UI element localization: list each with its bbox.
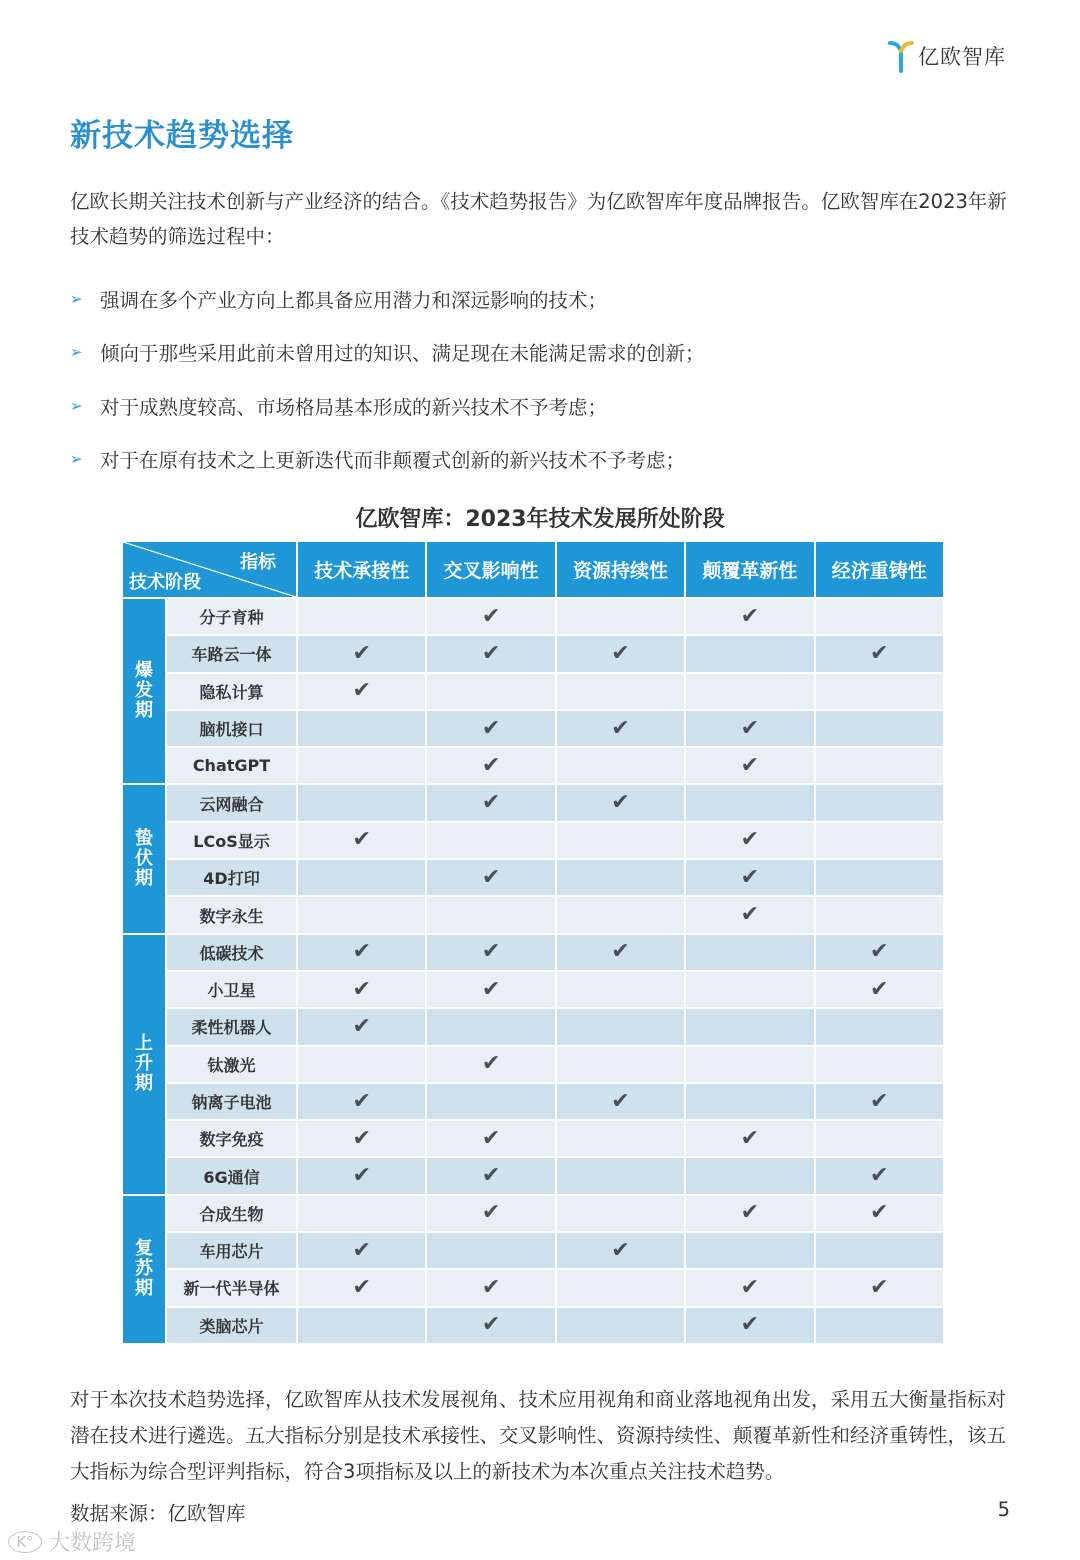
criteria-cell — [426, 747, 555, 784]
criteria-cell — [815, 1083, 944, 1120]
arrow-bullet-icon: ➢ — [70, 343, 83, 362]
criteria-cell — [685, 1083, 814, 1120]
checkmark-icon: ✔ — [352, 678, 371, 704]
technology-name: 钠离子电池 — [166, 1083, 297, 1120]
table-row — [122, 598, 944, 635]
technology-name: 隐私计算 — [166, 673, 297, 710]
criteria-cell — [685, 1195, 814, 1232]
criteria-cell — [426, 1195, 555, 1232]
checkmark-icon: ✔ — [481, 864, 501, 890]
list-item-text: 对于成熟度较高、市场格局基本形成的新兴技术不予考虑； — [100, 395, 608, 419]
stage-label-text: 上升期 — [135, 1033, 153, 1095]
checkmark-icon: ✔ — [740, 715, 760, 741]
page-number: 5 — [997, 1498, 1010, 1521]
checkmark-icon: ✔ — [352, 827, 371, 853]
checkmark-icon: ✔ — [481, 1163, 501, 1189]
criteria-cell — [685, 822, 814, 859]
column-header: 经济重铸性 — [815, 541, 944, 598]
checkmark-icon: ✔ — [352, 640, 371, 666]
table-row — [122, 896, 944, 933]
technology-name: 类脑芯片 — [166, 1307, 297, 1344]
criteria-cell — [685, 710, 814, 747]
criteria-cell — [556, 1008, 685, 1045]
checkmark-icon: ✔ — [352, 1088, 371, 1114]
criteria-cell — [556, 1046, 685, 1083]
column-header: 交叉影响性 — [426, 541, 555, 598]
criteria-cell — [297, 822, 426, 859]
stage-label-text: 爆发期 — [135, 660, 153, 722]
criteria-cell — [815, 822, 944, 859]
criteria-cell — [815, 1008, 944, 1045]
criteria-cell — [685, 1008, 814, 1045]
criteria-cell — [297, 1120, 426, 1157]
criteria-cell — [556, 1269, 685, 1306]
criteria-cell — [556, 635, 685, 672]
checkmark-icon: ✔ — [481, 1125, 501, 1151]
criteria-cell — [556, 747, 685, 784]
criteria-cell — [815, 1269, 944, 1306]
criteria-cell — [685, 747, 814, 784]
criteria-cell — [297, 598, 426, 635]
list-item-text: 倾向于那些采用此前未曾用过的知识、满足现在未能满足需求的创新； — [100, 342, 705, 366]
criteria-cell — [426, 710, 555, 747]
intro-paragraph: 亿欧长期关注技术创新与产业经济的结合。《技术趋势报告》为亿欧智库年度品牌报告。亿欧智库在2023年新技术趋势的筛选过程中： — [70, 190, 1007, 248]
criteria-cell — [297, 635, 426, 672]
criteria-cell — [297, 1232, 426, 1269]
column-header: 颠覆革新性 — [685, 541, 814, 598]
checkmark-icon: ✔ — [481, 603, 501, 629]
criteria-cell — [815, 1307, 944, 1344]
checkmark-icon: ✔ — [352, 939, 371, 965]
criteria-cell — [297, 784, 426, 821]
checkmark-icon: ✔ — [352, 1274, 371, 1300]
checkmark-icon: ✔ — [611, 1237, 630, 1263]
criteria-list — [70, 272, 1010, 486]
checkmark-icon: ✔ — [352, 1125, 371, 1151]
criteria-cell — [426, 1232, 555, 1269]
technology-name: 4D打印 — [166, 859, 297, 896]
criteria-cell — [426, 822, 555, 859]
checkmark-icon: ✔ — [352, 1163, 371, 1189]
criteria-cell — [556, 673, 685, 710]
criteria-cell — [685, 784, 814, 821]
criteria-cell — [815, 1232, 944, 1269]
criteria-cell — [426, 784, 555, 821]
criteria-cell — [685, 896, 814, 933]
stage-label — [122, 784, 166, 933]
criteria-cell — [815, 747, 944, 784]
technology-name: 钛激光 — [166, 1046, 297, 1083]
criteria-cell — [815, 859, 944, 896]
table-row — [122, 1195, 944, 1232]
summary-paragraph: 对于本次技术趋势选择，亿欧智库从技术发展视角、技术应用视角和商业落地视角出发，采用五大衡量指标对潜在技术进行遴选。五大指标分别是技术承接性、交叉影响性、资源持续性、颠覆革新性和经济重铸性，该五大指标为综合型评判指标，符合3项指标及以上的新技术为本次重点关注技术趋势。 — [70, 1388, 1007, 1483]
technology-name: 云网融合 — [166, 784, 297, 821]
criteria-cell — [297, 710, 426, 747]
checkmark-icon: ✔ — [740, 1312, 760, 1338]
stage-label — [122, 598, 166, 784]
corner-label-criteria: 指标 — [240, 552, 276, 573]
checkmark-icon: ✔ — [481, 640, 501, 666]
criteria-cell — [815, 784, 944, 821]
list-item — [70, 326, 1010, 380]
criteria-cell — [426, 1046, 555, 1083]
list-item — [70, 379, 1010, 433]
criteria-cell — [297, 1046, 426, 1083]
technology-name: ChatGPT — [166, 747, 297, 784]
list-item — [70, 433, 1010, 487]
checkmark-icon: ✔ — [352, 1237, 371, 1263]
column-header: 资源持续性 — [556, 541, 685, 598]
logo-text: 亿欧智库 — [918, 45, 1006, 69]
checkmark-icon: ✔ — [740, 864, 760, 890]
criteria-cell — [297, 971, 426, 1008]
list-item-text: 对于在原有技术之上更新迭代而非颠覆式创新的新兴技术不予考虑； — [100, 449, 686, 473]
checkmark-icon: ✔ — [481, 1051, 501, 1077]
technology-name: 车路云一体 — [166, 635, 297, 672]
criteria-cell — [815, 1195, 944, 1232]
technology-name: 车用芯片 — [166, 1232, 297, 1269]
checkmark-icon: ✔ — [481, 1200, 501, 1226]
criteria-cell — [815, 1120, 944, 1157]
checkmark-icon: ✔ — [740, 1274, 760, 1300]
criteria-cell — [815, 1157, 944, 1194]
checkmark-icon: ✔ — [481, 752, 501, 778]
technology-name: 分子育种 — [166, 598, 297, 635]
criteria-cell — [426, 673, 555, 710]
table-corner-header — [122, 541, 297, 598]
criteria-cell — [685, 934, 814, 971]
criteria-cell — [556, 1195, 685, 1232]
criteria-cell — [556, 1157, 685, 1194]
criteria-cell — [556, 1120, 685, 1157]
checkmark-icon: ✔ — [870, 1274, 889, 1300]
criteria-cell — [685, 673, 814, 710]
criteria-cell — [556, 1083, 685, 1120]
criteria-cell — [556, 1307, 685, 1344]
technology-name: LCoS显示 — [166, 822, 297, 859]
criteria-cell — [815, 971, 944, 1008]
criteria-cell — [685, 598, 814, 635]
checkmark-icon: ✔ — [481, 715, 501, 741]
criteria-cell — [426, 1083, 555, 1120]
criteria-cell — [815, 598, 944, 635]
list-item — [70, 272, 1010, 326]
table-row — [122, 635, 944, 672]
criteria-cell — [556, 784, 685, 821]
checkmark-icon: ✔ — [740, 827, 760, 853]
criteria-cell — [556, 859, 685, 896]
stage-label-text: 蛰伏期 — [135, 828, 153, 890]
criteria-cell — [297, 934, 426, 971]
criteria-cell — [815, 1046, 944, 1083]
criteria-cell — [297, 1083, 426, 1120]
criteria-cell — [556, 934, 685, 971]
criteria-cell — [685, 1046, 814, 1083]
criteria-cell — [297, 859, 426, 896]
table-row — [122, 1083, 944, 1120]
watermark — [8, 1526, 136, 1557]
criteria-cell — [426, 1307, 555, 1344]
criteria-cell — [556, 822, 685, 859]
criteria-cell — [297, 1008, 426, 1045]
table-row — [122, 1157, 944, 1194]
arrow-bullet-icon: ➢ — [70, 450, 83, 469]
checkmark-icon: ✔ — [870, 1200, 889, 1226]
criteria-cell — [297, 1307, 426, 1344]
criteria-cell — [815, 673, 944, 710]
checkmark-icon: ✔ — [481, 1274, 501, 1300]
checkmark-icon: ✔ — [740, 1200, 760, 1226]
criteria-cell — [426, 1120, 555, 1157]
technology-name: 新一代半导体 — [166, 1269, 297, 1306]
criteria-cell — [297, 896, 426, 933]
criteria-cell — [426, 971, 555, 1008]
criteria-cell — [556, 896, 685, 933]
criteria-cell — [556, 971, 685, 1008]
technology-name: 柔性机器人 — [166, 1008, 297, 1045]
technology-name: 数字免疫 — [166, 1120, 297, 1157]
technology-name: 小卫星 — [166, 971, 297, 1008]
table-row — [122, 1307, 944, 1344]
criteria-cell — [426, 1157, 555, 1194]
criteria-cell — [815, 710, 944, 747]
checkmark-icon: ✔ — [481, 939, 501, 965]
stage-label — [122, 1195, 166, 1344]
arrow-bullet-icon: ➢ — [70, 396, 83, 415]
stage-matrix-table — [121, 540, 945, 1345]
technology-name: 脑机接口 — [166, 710, 297, 747]
checkmark-icon: ✔ — [352, 976, 371, 1002]
criteria-cell — [685, 1157, 814, 1194]
technology-name: 合成生物 — [166, 1195, 297, 1232]
checkmark-icon: ✔ — [740, 1125, 760, 1151]
criteria-cell — [426, 859, 555, 896]
column-header: 技术承接性 — [297, 541, 426, 598]
checkmark-icon: ✔ — [870, 640, 889, 666]
checkmark-icon: ✔ — [611, 790, 630, 816]
criteria-cell — [426, 1269, 555, 1306]
data-source: 数据来源：亿欧智库 — [70, 1502, 246, 1525]
checkmark-icon: ✔ — [870, 939, 889, 965]
checkmark-icon: ✔ — [870, 1163, 889, 1189]
table-row — [122, 673, 944, 710]
criteria-cell — [815, 635, 944, 672]
table-row — [122, 1008, 944, 1045]
watermark-text: 大数跨境 — [48, 1531, 137, 1556]
checkmark-icon: ✔ — [352, 1013, 371, 1039]
criteria-cell — [815, 934, 944, 971]
criteria-cell — [685, 1307, 814, 1344]
checkmark-icon: ✔ — [870, 1088, 889, 1114]
criteria-cell — [297, 1157, 426, 1194]
criteria-cell — [685, 1120, 814, 1157]
checkmark-icon: ✔ — [481, 976, 501, 1002]
table-row — [122, 784, 944, 821]
checkmark-icon: ✔ — [611, 1088, 630, 1114]
corner-label-stage: 技术阶段 — [129, 572, 201, 593]
yiou-logo-icon — [888, 39, 914, 73]
table-row — [122, 1269, 944, 1306]
watermark-logo-icon: K° — [8, 1531, 42, 1553]
table-row — [122, 859, 944, 896]
criteria-cell — [685, 859, 814, 896]
criteria-cell — [685, 635, 814, 672]
table-row — [122, 971, 944, 1008]
checkmark-icon: ✔ — [611, 640, 630, 666]
table-body — [122, 598, 944, 1344]
arrow-bullet-icon: ➢ — [70, 289, 83, 308]
table-row — [122, 747, 944, 784]
checkmark-icon: ✔ — [611, 939, 630, 965]
criteria-cell — [297, 1269, 426, 1306]
technology-name: 数字永生 — [166, 896, 297, 933]
checkmark-icon: ✔ — [740, 752, 760, 778]
checkmark-icon: ✔ — [740, 902, 760, 928]
checkmark-icon: ✔ — [481, 1312, 501, 1338]
criteria-cell — [685, 1269, 814, 1306]
criteria-cell — [556, 1232, 685, 1269]
page-title: 新技术趋势选择 — [70, 118, 294, 154]
table-row — [122, 1232, 944, 1269]
criteria-cell — [685, 1232, 814, 1269]
stage-label — [122, 934, 166, 1195]
criteria-cell — [426, 635, 555, 672]
checkmark-icon: ✔ — [740, 603, 760, 629]
stage-label-text: 复苏期 — [135, 1238, 153, 1300]
table-row — [122, 1120, 944, 1157]
table-row — [122, 822, 944, 859]
criteria-cell — [297, 747, 426, 784]
criteria-cell — [815, 896, 944, 933]
technology-name: 低碳技术 — [166, 934, 297, 971]
list-item-text: 强调在多个产业方向上都具备应用潜力和深远影响的技术； — [100, 288, 608, 312]
criteria-cell — [556, 598, 685, 635]
criteria-cell — [426, 1008, 555, 1045]
criteria-cell — [297, 673, 426, 710]
checkmark-icon: ✔ — [611, 715, 630, 741]
criteria-cell — [556, 710, 685, 747]
criteria-cell — [685, 971, 814, 1008]
criteria-cell — [426, 934, 555, 971]
criteria-cell — [426, 896, 555, 933]
technology-name: 6G通信 — [166, 1157, 297, 1194]
checkmark-icon: ✔ — [870, 976, 889, 1002]
table-row — [122, 710, 944, 747]
criteria-cell — [426, 598, 555, 635]
criteria-cell — [297, 1195, 426, 1232]
table-row — [122, 1046, 944, 1083]
table-row — [122, 934, 944, 971]
brand-logo — [888, 38, 1006, 74]
checkmark-icon: ✔ — [481, 790, 501, 816]
table-title: 亿欧智库：2023年技术发展所处阶段 — [355, 507, 725, 532]
